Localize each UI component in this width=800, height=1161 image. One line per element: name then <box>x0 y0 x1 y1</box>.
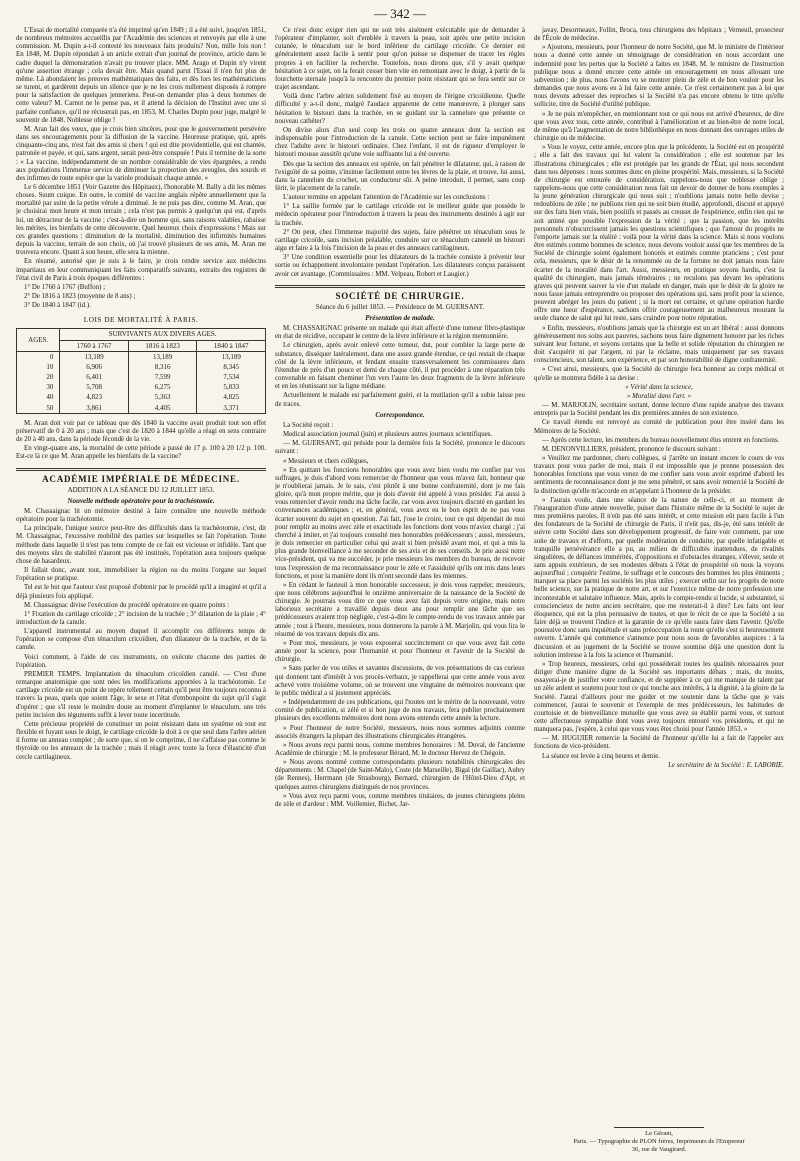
section-divider <box>16 468 266 471</box>
paragraph: M. CHASSAIGNAC présente un malade qui était affecté d'une tumeur fibro-plastique en état de récidive, occupant le centre de la lèvre inférieure et la région mentonnière. <box>275 325 525 341</box>
table-header-period: 1816 à 1823 <box>128 340 197 351</box>
paragraph: M. DENONVILLIERS, président, prononce le discours suivant : <box>542 445 721 453</box>
paragraph: » Pour l'honneur de notre Société, messieurs, nous nous sommes adjoints comme associés étrangers la plupart des illustrations chirurgicales étrangères. <box>275 724 525 740</box>
table-cell: 3,371 <box>197 403 266 414</box>
paragraph: javay, Desormeaux, Follin, Broca, tous chirurgiens des hôpitaux ; Verneuil, prosecteur de l'École de médecine. <box>534 27 784 43</box>
table-cell: 50 <box>17 403 60 414</box>
table-cell: 6,275 <box>128 382 197 392</box>
table-caption: LOIS DE MORTALITÉ À PARIS. <box>83 315 199 325</box>
paragraph: » Nous avons reçu parmi nous, comme membres honoraires : M. Duval, de l'ancienne Académie de chirurgie ; M. le professeur Bérard, M. le docteur Hervez de Chégoin. <box>275 741 525 757</box>
paragraph: » Vous le voyez, cette année, encore plus que la précédente, la Société est en prospérité ; elle a fait des travaux qui lui valent la considération ; elle est soutenue par les illustrations chirurgicales ; elle est protégée par les grands de l'État, qui nous secondent dans nos dépenses : nous sommes donc en pleine prospérité. Mais, messieurs, si la Société de chirurgie est entourée de considération, rappelons-nous que noblesse oblige ; rappelons-nous que cette considération nous fait un devoir de donner de bons exemples à la jeune génération chirurgicale qui nous suit ; n'oublions jamais notre belle devise ; redoublons de zèle ; ne publions rien qui ne soit bien étudié, approfondi, discuté et appuyé sur des faits bien vrais, bien positifs et passés au creuset de l'expérience, enfin rien qui ne soit animé que possible l'expression de la vérité ; que la passion, que les intérêts personnels n'obscurcissent jamais les questions scientifiques ; que l'amour du progrès ne l'emporte jamais sur la réalité : voilà pour la vérité dans la science. Mais si nous voulons être estimés comme hommes de science, nous devons vouloir aussi que les membres de la Société de chirurgie soient également honorés et estimés comme praticiens ; c'est pour cela, messieurs, que le désir de la renommée ou de la fortune ne doit jamais nous faire écarter de la moralité dans l'art. Aussi, messieurs, en pratique soyons hardis, c'est la qualité du chirurgien, mais jamais téméraires ; ne reculons pas devant les opérations graves qui peuvent sauver la vie d'un malade en danger, mais que le désir de la gloire ne nous fasse jamais entreprendre ou proposer des opérations qui, sans profit pour la science, peuvent abréger les jours du patient ; si la mort est certaine, et qu'une opération hardie offre une lueur d'espérance, sachons offrir courageusement au malheureux mourant la seule chance de salut qui lui reste, sans craindre pour notre réputation. <box>534 144 784 323</box>
table-cell: 40 <box>17 392 60 402</box>
paragraph: Le chirurgien, après avoir enlevé cette tumeur, dut, pour combler la large perte de substance, disséquer latéralement, dans une assez grande étendue, ce qui restait de chaque côté de la lèvre inférieure, et fendant ensuite transversalement les commissures dans l'étendue de près d'un pouce et demi de chaque côté, il put procéder à une réparation très convenable en faisant cheminer l'un vers l'autre les deux fragments de la lèvre inférieure et en les réunissant sur la ligne médiane. <box>275 342 525 391</box>
paragraph: » Pour moi, messieurs, je vous exposerai succinctement ce que vous avez fait cette année pour la science, pour l'humanité et pour l'honneur et l'avenir de la Société de chirurgie. <box>275 639 525 664</box>
paragraph: » C'est ainsi, messieurs, que la Société de chirurgie fera honneur au corps médical et qu'elle se montrera fidèle à sa devise : <box>534 366 784 382</box>
table-cell: 5,833 <box>197 382 266 392</box>
table-cell: 13,189 <box>197 351 266 362</box>
paragraph: En vingt-quatre ans, la mortalité de cette période a passé de 17 p. 100 à 20 1/2 p. 100. Est-ce là ce que M. Aran appelle les bienfaits de la vaccine? <box>16 445 266 461</box>
table-cell: 8,316 <box>128 362 197 372</box>
paragraph: » En cédant le fauteuil à mon honorable successeur, je dois vous rappeler, messieurs, que nous célébrons aujourd'hui le onzième anniversaire de la naissance de la Société de chirurgie. Je pourrais vous dire ce que vous avez fait depuis votre origine, mais notre laborieux secrétaire a travaillé depuis deux ans pour remplir une tâche que ses prédécesseurs avaient trop négligée, c'est-à-dire le compte-rendu de vos travaux année par année ; tout à l'heure, messieurs, nous donnerons la parole à M. Marjolin, qui vous lira le résumé de vos travaux depuis dix ans. <box>275 581 525 638</box>
paragraph: Cette précieuse propriété de constituer un point résistant dans un système où tout est flexible et fuyant sous le doigt, le cartilage cricoïde la doit à ce que seul dans l'arbre aérien il forme un anneau complet ; de sorte que, si on le comprime, il ne s'affaisse pas comme le thyroïde ou les anneaux de la trachée ; mais il réagit avec toute la force d'élasticité d'un cercle cartilagineux. <box>16 720 266 761</box>
page-number: — 342 — <box>374 6 426 21</box>
table-row <box>17 382 266 392</box>
list-item: 3° De 1840 à 1847 (id.). <box>24 302 91 310</box>
table-header-ages: AGES. <box>17 329 60 351</box>
paragraph: Ce n'est donc exiger rien qui ne soit très aisément exécutable que de demander à l'opérateur d'implanter, soit d'emblée à travers la peau, soit après une petite incision cutanée, le ténaculum sur le bord inférieur du cartilage cricoïde. Ce dernier est généralement assez facile à sentir pour qu'on puisse se dispenser de tracer les règles propres à en faciliter la recherche. Toutefois, nous dirons que, s'il y avait quelque hésitation à ce sujet, on la ferait cesser bien vite en remontant avec le doigt, à partir de la fourchette sternale jusqu'à la rencontre du premier point résistant qui se fera sentir sur ce trajet ascendant. <box>275 27 525 92</box>
table-cell: 4,405 <box>128 403 197 414</box>
paragraph: En résumé, autorisé que je suis à le faire, je crois rendre service aux médecins impartiaux en leur communiquant les faits comparatifs suivants, extraits des registres de l'état civil de Paris à trois époques différentes : <box>16 258 266 282</box>
table-cell: 5,363 <box>128 392 197 402</box>
table-cell: 7,599 <box>128 372 197 382</box>
paragraph: — M. MARJOLIN, secrétaire sortant, donne lecture d'une rapide analyse des travaux entrepris par la Société pendant les dix premières années de son existence. <box>534 402 784 418</box>
table-header-period: 1840 à 1847 <box>197 340 266 351</box>
table-cell: 7,534 <box>197 372 266 382</box>
paragraph: Medical association journal (juin) et plusieurs autres journaux scientifiques. <box>283 431 493 439</box>
table-cell: 30 <box>17 382 60 392</box>
table-row <box>17 362 266 372</box>
paragraph: La Société reçoit : <box>283 421 334 429</box>
paragraph: La séance est levée à cinq heures et demie. <box>542 752 661 760</box>
paragraph: » Vous avez reçu parmi vous, comme membres titulaires, de jeunes chirurgiens pleins de zèle et d'ardeur : MM. Voillemier, Richet, Jar- <box>275 792 525 808</box>
table-cell: 6,906 <box>60 362 129 372</box>
section-divider <box>275 285 525 288</box>
session-subheading: Séance du 6 juillet 1853. — Présidence de M. GUERSANT. <box>315 302 485 311</box>
paragraph: Voilà donc l'arbre aérien solidement fixé au moyen de l'érigne cricoïdienne. Quelle difficulté y a-t-il donc, malgré l'audace apparente de cette manœuvre, à plonger sans hésitation le bistouri dans la trachée, en se guidant sur la cannelure que présente ce nouveau cathéter? <box>275 93 525 125</box>
paragraph: Voici comment, à l'aide de ces instruments, on exécute chacune des parties de l'opération. <box>16 653 266 669</box>
table-cell: 8,345 <box>197 362 266 372</box>
paragraph: 3° Une condition essentielle pour les dilatateurs de la trachée consiste à prévenir leur sortie ou échappement involontaire pendant l'opération. Les dilatateurs conçus paraissent avoir cet avantage. (Commissaires : MM. Velpeau, Robert et Laugier.) <box>275 254 525 278</box>
table-cell: 5,708 <box>60 382 129 392</box>
column-3 <box>534 27 784 1119</box>
paragraph: Dès que la section des anneaux est opérée, on fait pénétrer le dilatateur, qui, à raison de l'exiguïté de sa pointe, s'insinue facilement entre les lèvres de la plaie, et trouve, lui aussi, dans la cannelure du crochet, un conducteur sûr. A peine introduit, il permet, sans coup férir, le placement de la canule. <box>275 160 525 192</box>
printer-colophon <box>534 1127 784 1154</box>
column-1 <box>16 27 266 1155</box>
paragraph: L'auteur termine en appelant l'attention de l'Académie sur les conclusions : <box>283 194 490 202</box>
paragraph: » Indépendamment de ces publications, qui l'toutes ont le mérite de la nouveauté, votre comité de publication, si zélé et si bon juge de nos travaux, fera publier prochainement plusieurs des excellents mémoires dont nous avons entendu cette année la lecture. <box>275 699 525 723</box>
table-super-header: SURVIVANTS AUX DIVERS AGES. <box>60 329 266 340</box>
paragraph: » Sans parler de vos utiles et savantes discussions, de vos présentations de cas curieux qui donnent tant d'intérêt à vos procès-verbaux, je rappellerai que cette année vous avez achevé votre troisième volume, où se trouvent une vingtaine de mémoires nouveaux que le public médical a si justement appréciés. <box>275 665 525 697</box>
table-cell: 6,401 <box>60 372 129 382</box>
motto-line: » Moralité dans l'art. » <box>626 392 692 400</box>
table-cell: 4,823 <box>60 392 129 402</box>
paragraph: M. Chassaignac divise l'exécution du procédé opératoire en quatre points : <box>24 601 230 609</box>
table-cell: 20 <box>17 372 60 382</box>
table-row <box>17 392 266 402</box>
table-header-period: 1760 à 1767 <box>60 340 129 351</box>
section-heading-academy: ACADÉMIE IMPÉRIALE DE MÉDECINE. <box>42 473 240 484</box>
paragraph: PREMIER TEMPS. Implantation du ténaculum cricoïdien canulé. — C'est d'une remarque anatomique que sont nées les modifications apportées à la trachéotomie. Le cartilage cricoïde est un point de repère tellement certain qu'il peut être toujours reconnu à travers la peau, quels que soient l'âge, le sexe et l'état d'embonpoint du sujet qu'il s'agit d'opérer ; que s'il reste le moindre doute au moment d'implanter le ténaculum, une très petite incision des téguments suffit à lever toute incertitude. <box>16 670 266 719</box>
table-cell: 4,825 <box>197 392 266 402</box>
list-item: 2° De 1816 à 1823 (moyenne de 8 ans) ; <box>24 293 136 300</box>
paragraph: L'appareil instrumental au moyen duquel il accomplit ces différents temps de l'opération se compose d'un ténaculum cricoïdien, d'un dilatateur de la trachée, et de la canule. <box>16 628 266 652</box>
paragraph: » Trop heureux, messieurs, celui qui posséderait toutes les qualités nécessaires pour diriger d'une manière digne de la Société ses importants débats ; mais, du moins, essayerai-je de justifier votre confiance, et de suppléer à ce qui me manque de talent par un zèle ardent et soutenu pour tout ce qui touche aux intérêts, à la dignité, à la gloire de la Société. J'aurai d'ailleurs pour me guider et me soutenir dans la tâche que je vais commencer, j'aurai le souvenir et l'exemple de mes prédécesseurs, les habitudes de courtoisie et de bienveillance mutuelle que vous avez su établir parmi vous, et surtout cette affectueuse sympathie dont vous avez toujours entouré vos présidents, et qui ne manquera pas, j'espère, à celui que vous vous êtes choisi pour l'année 1853. » <box>534 660 784 734</box>
section-heading-society: SOCIÉTÉ DE CHIRURGIE. <box>335 290 465 301</box>
paragraph: M. Aran doit voir par ce tableau que dès 1840 la vaccine avait produit tout son effet préservatif de 0 à 20 ans ; mais que c'est de 1820 à 1844 qu'elle a réagi en sens contraire de 20 à 40 ans, dans la période fécondé de la vie. <box>16 419 266 444</box>
paragraph: Il fallait donc, avant tout, immobiliser la région ou du moins l'organe sur lequel l'opération se pratique. <box>16 567 266 583</box>
table-cell: 3,861 <box>60 403 129 414</box>
article-title: Correspondance. <box>375 410 425 419</box>
paragraph: La principale, l'unique source peut-être des difficultés dans la trachéotomie, c'est, dit M. Chassaignac, l'excessive mobilité des parties sur lesquelles se fait l'opération. Toute méthode dans laquelle il n'est pas tenu compte de ce fait est vicieuse et infidèle. Tant que des moyens sûrs de stabilité n'auront pas été institués, l'opération aura toujours quelque chose de hasardeux. <box>16 525 266 565</box>
paragraph: — M. GUERSANT, qui préside pour la dernière fois la Société, prononce le discours suivant : <box>275 440 525 456</box>
col1-top-text <box>16 27 266 310</box>
paragraph: « Veuillez me pardonner, chers collègues, si j'arrête un instant encore le cours de vos travaux pour vous parler de moi, mais il est impossible que je prenne possession des honorables fonctions que vous venez de me confier sans vous avoir exprimé d'abord les sentiments de reconnaissance dont je me sens pénétré, et sans avoir remercié la Société de la distinction qu'elle m'accorde en m'appelant à l'honneur de la présider. <box>534 454 784 495</box>
table-cell: 13,189 <box>128 351 197 362</box>
paragraph: « Messieurs et chers collègues, <box>283 457 369 465</box>
paragraph: 1° Fixation du cartilage cricoïde ; 2° incision de la trachée ; 3° dilatation de la plaie ; 4° introduction de la canule. <box>16 610 266 626</box>
article-title: Nouvelle méthode opératoire pour la trachéotomie. <box>67 496 215 505</box>
printer-line: Paris. — Typographie de PLON frères, Imprimeurs de l'Empereur <box>573 1138 745 1145</box>
gerant-label: Le Gérant, <box>645 1130 673 1137</box>
paragraph: M. Aran fait des vœux, que je crois bien sincères, pour que le gouvernement persévère dans ses encouragements pour la diffusion de la vaccine. Heureuse pratique, qui, après cinquante-cinq ans, n'est fait des amis si chers ! qui est dite providentielle, qui est chantée, patronée et payée, et qui, sans argent, serait peut-être conspuée ! Puis il termine de la sorte : « La vaccine, indépendamment de un nombre considérable de vies épargnées, a rendu aux populations l'immense service de diminuer la proportion des aveugles, des sourds et des infirmes de toute espèce que la variole produisait chaque année. » <box>16 125 266 182</box>
paragraph: On divise alors d'un seul coup les trois ou quatre anneaux dont la section est indispensable pour l'introduction de la canule. Cette section peut se faire impunément chez l'adulte avec le bistouri ordinaire. Chez l'enfant, il est de rigueur d'employer le bistouri mousse aussitôt qu'une voie suffisante lui a été ouverte. <box>275 126 525 159</box>
paragraph: Ce travail étendu est renvoyé au comité de publication pour être inséré dans les Mémoires de la Société. <box>534 419 784 435</box>
paragraph: 1° La saillie formée par le cartilage cricoïde est le meilleur guide que possède le médecin opérateur pour l'introduction à travers la peau des instruments destinés à agir sur la trachée. <box>275 203 525 227</box>
secretary-signature: Le secrétaire de la Société : E. LABORIE. <box>668 761 784 769</box>
paragraph: Tel est le but que l'auteur s'est proposé d'obtenir par le procédé qu'il a imaginé et qu'il a déjà plusieurs fois appliqué. <box>16 584 266 600</box>
table-row <box>17 403 266 414</box>
colophon-rule <box>614 1127 704 1128</box>
paragraph: — Après cette lecture, les membres du bureau nouvellement élus entrent en fonctions. <box>542 436 780 444</box>
paragraph: 2° On peut, chez l'immense majorité des sujets, faire pénétrer un ténaculum sous le cartilage cricoïde, sans incision préalable, conduire sur ce ténaculum cannelé un bistouri aigu et faire à la fois l'incision de la peau et des anneaux cartilagineux. <box>275 228 525 253</box>
paragraph: M. Chassaignac lit un mémoire destiné à faire connaître une nouvelle méthode opératoire pour la trachéotomie. <box>16 507 266 524</box>
column-2 <box>275 27 525 1155</box>
paragraph: » Nous avons nommé comme correspondants plusieurs notabilités chirurgicales des départements : M. Chapel (de Saint-Malo), Coste (de Marseille), Bigal (de Gaillac), Aubry (de Rennes), Herrmann (de Strasbourg), Bernard, chirurgien de l'Hôtel-Dieu d'Apt, et quelques autres chirurgiens distingués de nos provinces. <box>275 759 525 791</box>
paragraph: L'Essai de mortalité comparée n'a été imprimé qu'en 1849 ; il a été suivi, jusqu'en 1851, de nombreux mémoires accueillis par l'Académie des sciences et renvoyés par elle à une commission. M. Dupin a-t-il contesté les nouveaux faits produits? Non, mille fois non ! En 1848, M. Dupin répondait à un article extrait d'un journal de province, article dans le cadre duquel la démonstration n'avait pu trouver place. MM. Arago et Dupin n'y virent qu'une assertion étrange ; cela devait être. Mais quand parut l'Essai il n'en fut plus de même. Là abondaient les preuves mathématiques des faits, et dès lors les mathématiciens se turent, et gardèrent depuis un silence que je ne les crois nullement disposés à rompre pour la satisfaction de quelques jenneriens. Peut-on demander plus à deux hommes de cette valeur? M. Carnot ne le pense pas, et il attend la décision de l'Institut avec une si parfaite confiance, qu'il ne récuserait pas, en 1853, M. Charles Dupin pour juge, malgré le souvenir de 1848. Noblesse oblige ! <box>16 27 266 124</box>
printer-address: 36, rue de Vaugirard. <box>631 1146 687 1153</box>
paragraph: » Je ne puis m'empêcher, en mentionnant tout ce qui nous est arrivé d'heureux, de dire que vous avez tous, cette année, contribué à l'amélioration et au bien-être de notre local, de même qu'à l'augmentation de notre bibliothèque en nous donnant des ouvrages utiles de chirurgie ou de médecine. <box>534 110 784 143</box>
table-cell: 13,189 <box>60 351 129 362</box>
paragraph: Actuellement le malade est parfaitement guéri, et la mutilation qu'il a subie laisse peu de traces. <box>275 392 525 408</box>
table-cell: 0 <box>17 351 60 362</box>
table-cell: 10 <box>17 362 60 372</box>
paragraph: Le 6 décembre 1851 (Voir Gazette des Hôpitaux), l'honorable M. Bally a dit les mêmes choses. Suum cuique. En outre, le comité de vaccine anglais répète annuellement que la mortalité par suite de la petite vérole a diminué. Je ne puis pas dire, comme M. Aran, que je choisirai mon heure et mon terrain ; cela n'est pas permis à quelqu'un qui est, d'après lui, un détracteur de la vaccine ; c'est-à-dire un homme qui, sans raisons valables, rabaisse les mérites, les bienfaits de cette découverte. Quel heureux choix d'expressions ! Mais sur ces grandes questions : diminution de la mortalité, diminution des infirmités humaines depuis la vaccine, terrain de son choix, où j'ai trouvé plusieurs de ses amis, M. Aran me trouvera encore. Quant à son heure, elle sera la mienne. <box>16 183 266 257</box>
article-title: Présentation de malade. <box>365 314 435 322</box>
paragraph: » Ajoutons, messieurs, pour l'honneur de notre Société, que M. le ministre de l'intérieur nous a donné cette année un témoignage de considération en nous accordant une indemnité pour les pertes que la Société a faites en 1848. M. le ministre de l'instruction publique nous a donné encore cette année un encouragement en nous allouant une subvention ; de plus, nous l'avons vu se montrer plein de zèle et de bon vouloir pour les demandes que nous avons eu à lui faire cette année. Ce n'est certainement pas à lui que nous devons adresser des reproches si la Société n'a pas encore obtenu le titre qu'elle sollicite, titre de Société d'utilité publique. <box>534 44 784 109</box>
motto-line: « Vérité dans la science, <box>625 383 693 391</box>
paragraph: » J'aurais voulu, dans une séance de la nature de celle-ci, et au moment de l'inauguration d'une année nouvelle, puiser dans l'histoire même de la Société le sujet de mes premières paroles. Il n'eût pas été sans intérêt, et cette mission eût paru facile à l'un des fondateurs de la Société de chirurgie de Paris, il n'eût pas, dis-je, été sans intérêt de suivre cette Société dans son développement progressif, de faire voir comment, par une suite de travaux et d'efforts, par quelle modération de conduite, par quelle infatigable et tranquille persévérance elle a pu, au milieu de difficultés inattendues, de rivalités singulières, de défiances immérités, d'oppositions et d'obstacles étranges, s'élever, seule et sans appuis extérieurs, de ses modestes débuts à l'état de prospérité où nous la voyons aujourd'hui ; conquérir l'estime, le suffrage et le concours des hommes les plus éminents ; marquer sa place parmi les sociétés les plus utiles ; exercer enfin sur les progrès de notre belle science, sur la pratique de notre art, et sur l'exercice même de notre profession une incontestable et salutaire influence. Mais, après le compte-rendu si lucide, si substantiel, si consciencieux de notre ancien secrétaire, que me resterait-il à dire? Les faits ont leur éloquence, qui est la plus persuasive de toutes, et que le récit de ce que la Société a su faire déjà se trouvent l'indice et la garantie de ce qu'elle saura faire dans l'avenir. Qu'elle poursuive donc sans inquiétude et sans préoccupation la route qu'elle s'est si heureusement ouverte. L'année qui commence s'annonce pour nous sous de favorables auspices : à la discussion et au jugement de la Société se trouve soumise déjà une question dont la solution intéresse à la fois la science et l'humanité. <box>534 496 784 659</box>
paragraph: » En quittant les fonctions honorables que vous avez bien voulu me confier par vos suffrages, je dois d'abord vous remercier de l'honneur que vous m'avez fait, honneur que je n'oublierai jamais. Je le sais, c'est plutôt à une bonne confraternité, dont je me fais gloire, qu'à mon propre mérite, que je dois d'avoir été appelé à vous présider. J'ai aussi à vous remercier d'avoir rendu ma tâche facile, car vous avez toujours discuté en gardant les convenances académiques ; et, en général, vous avez eu le bon esprit de ne pas vous écarter souvent du sujet en question. J'ai fait, j'ose le croire, tout ce qui dépendait de moi pour remplir au moins avec zèle et exactitude les fonctions dont vous m'aviez chargé ; j'ai cherché à imiter, et j'ai toujours consulté mes honorables prédécesseurs ; aussi, messieurs, je dois remercier en particulier celui qui avait si bien présidé avant moi, et qui a mis la plus grande bienveillance à me seconder de ses avis et de ses conseils. Je prie aussi notre vice-président, qui va me succéder, je prie messieurs les membres du bureau, de recevoir tous l'expression de ma reconnaissance pour le zèle et l'assiduité qu'ils ont mis dans leurs fonctions, et pour la manière dont ils m'ont secondé dans les miennes. <box>275 466 525 580</box>
list-item: 1° De 1760 à 1767 (Buffon) ; <box>24 283 106 291</box>
table-row <box>17 372 266 382</box>
session-subheading: ADDITION A LA SÉANCE DU 12 JUILLET 1853. <box>67 485 215 494</box>
mortality-table <box>16 328 266 413</box>
table-row <box>17 351 266 362</box>
paragraph: » Enfin, messieurs, n'oublions jamais que la chirurgie est un art libéral : aussi donnons généreusement nos soins aux pauvres, sachons nous faire dignement honorer par les riches suivant leur fortune, et soyons certains que la belle et solide réputation du chirurgien ne doit s'acquérir ni par l'argent, ni par la réclame, mais uniquement par ses travaux consciencieux, son talent, son expérience, et par son honorabilité de digne confraternité. <box>534 324 784 365</box>
paragraph: — M. HUGUIER remercie la Société de l'honneur qu'elle lui a fait de l'appeler aux fonctions de vice-président. <box>534 735 784 751</box>
